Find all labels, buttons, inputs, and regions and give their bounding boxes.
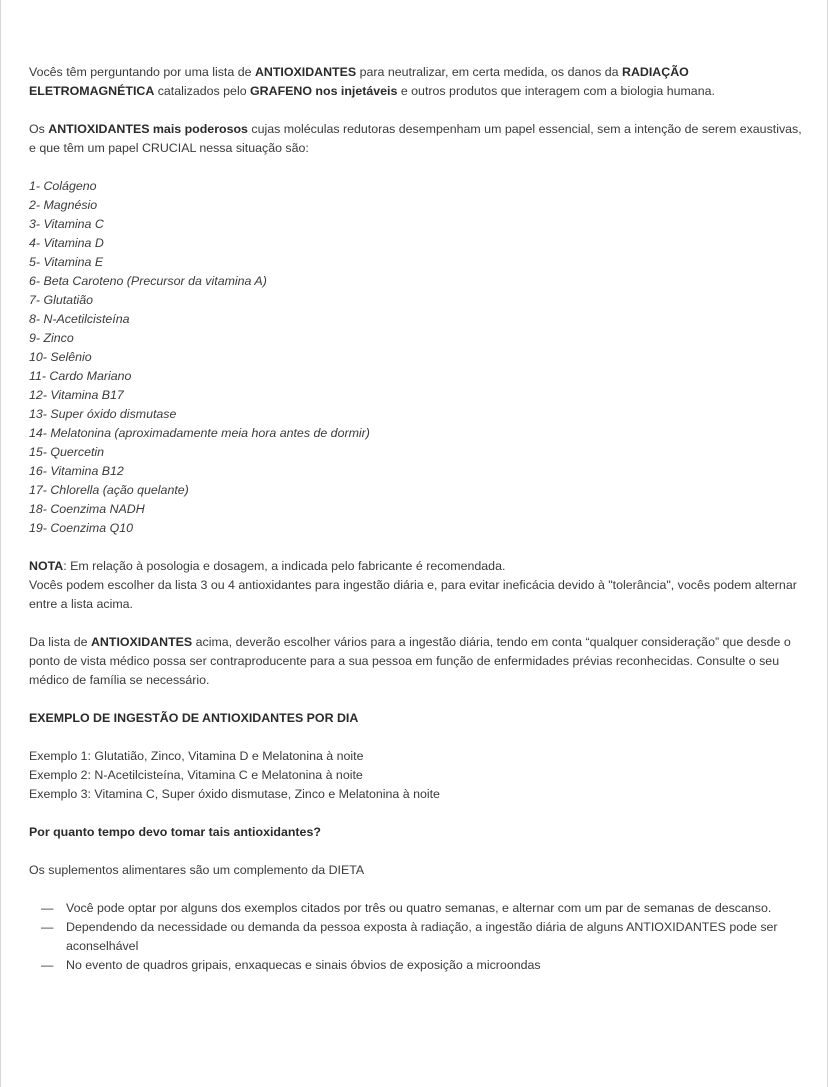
text-run: Vocês têm perguntando por uma lista de xyxy=(29,65,255,79)
list-item: 7- Glutatião xyxy=(29,293,94,307)
list-item: 13- Super óxido dismutase xyxy=(29,407,177,421)
example-item: Exemplo 2: N-Acetilcisteína, Vitamina C e Melatonina à noite xyxy=(29,768,363,782)
text-run: cujas moléculas redutoras desempenham um papel essencial, sem a intenção de serem exaustivas, e que têm um papel CRUCIAL nessa situação são: xyxy=(29,122,802,155)
list-item: 16- Vitamina B12 xyxy=(29,464,124,478)
text-run: e outros produtos que interagem com a biologia humana. xyxy=(397,84,715,98)
list-item: 9- Zinco xyxy=(29,331,74,345)
tip-text: Você pode optar por alguns dos exemplos citados por três ou quatro semanas, e alternar com um par de semanas de descanso. xyxy=(66,901,772,915)
duration-question xyxy=(29,823,804,842)
list-item: 10- Selênio xyxy=(29,350,92,364)
list-item: 12- Vitamina B17 xyxy=(29,388,124,402)
tips-list xyxy=(29,899,804,975)
list-item: 3- Vitamina C xyxy=(29,217,104,231)
note-text: : Em relação à posologia e dosagem, a indicada pelo fabricante é recomendada. xyxy=(63,559,506,573)
text-run: catalizados pelo xyxy=(154,84,251,98)
list-item: 17- Chlorella (ação quelante) xyxy=(29,483,189,497)
text-run: Da lista de xyxy=(29,635,91,649)
bold-run: ANTIOXIDANTES xyxy=(90,635,193,649)
note-tolerance: Vocês podem escolher da lista 3 ou 4 antioxidantes para ingestão diária e, para evitar ineficácia devido à "tolerância", vocês podem alternar entre a lista acima. xyxy=(29,578,797,611)
tip-item xyxy=(29,899,804,918)
example-heading-text: EXEMPLO DE INGESTÃO DE ANTIOXIDANTES POR DIA xyxy=(29,711,359,725)
dash-marker: — xyxy=(41,901,54,915)
example-item: Exemplo 3: Vitamina C, Super óxido dismutase, Zinco e Melatonina à noite xyxy=(29,787,440,801)
bold-run: GRAFENO nos injetáveis xyxy=(250,84,398,98)
dash-marker: — xyxy=(41,920,54,934)
list-item: 8- N-Acetilcisteína xyxy=(29,312,130,326)
text-run: Os xyxy=(29,122,49,136)
bold-run: ANTIOXIDANTES mais poderosos xyxy=(48,122,248,136)
diet-note: Os suplementos alimentares são um complemento da DIETA xyxy=(29,863,365,877)
list-item: 6- Beta Caroteno (Precursor da vitamina A) xyxy=(29,274,267,288)
intro-paragraph xyxy=(29,63,804,101)
document-body xyxy=(29,63,804,975)
list-item: 14- Melatonina (aproximadamente meia hora antes de dormir) xyxy=(29,426,370,440)
tip-item xyxy=(29,918,804,956)
note-line xyxy=(29,557,804,576)
tip-text: Dependendo da necessidade ou demanda da pessoa exposta à radiação, a ingestão diária de alguns ANTIOXIDANTES pode ser aconselhável xyxy=(66,920,778,953)
list-item: 15- Quercetin xyxy=(29,445,105,459)
powerful-antioxidants-paragraph xyxy=(29,120,804,158)
advice-paragraph xyxy=(29,633,804,690)
antioxidant-list xyxy=(29,177,804,538)
list-item: 19- Coenzima Q10 xyxy=(29,521,133,535)
list-item: 5- Vitamina E xyxy=(29,255,104,269)
example-item: Exemplo 1: Glutatião, Zinco, Vitamina D e Melatonina à noite xyxy=(29,749,364,763)
text-run: para neutralizar, em certa medida, os danos da xyxy=(356,65,623,79)
duration-question-text: Por quanto tempo devo tomar tais antioxidantes? xyxy=(29,825,321,839)
example-heading xyxy=(29,709,804,728)
note-label: NOTA xyxy=(29,559,64,573)
list-item: 11- Cardo Mariano xyxy=(29,369,132,383)
text-run: acima, deverão escolher vários para a ingestão diária, tendo em conta “qualquer consideração” que desde o ponto de vista médico possa ser contraproducente para a sua pessoa em função de enfermidades prévias reconhecidas. Consulte o seu médico de família se necessário. xyxy=(29,635,791,687)
tip-item xyxy=(29,956,804,975)
list-item: 4- Vitamina D xyxy=(29,236,104,250)
bold-run: RADIAÇÃO ELETROMAGNÉTICA xyxy=(29,65,689,98)
list-item: 18- Coenzima NADH xyxy=(29,502,145,516)
list-item: 2- Magnésio xyxy=(29,198,98,212)
tip-text: No evento de quadros gripais, enxaquecas e sinais óbvios de exposição a microondas xyxy=(66,958,541,972)
bold-run: ANTIOXIDANTES xyxy=(254,65,357,79)
list-item: 1- Colágeno xyxy=(29,179,97,193)
dash-marker: — xyxy=(41,958,54,972)
